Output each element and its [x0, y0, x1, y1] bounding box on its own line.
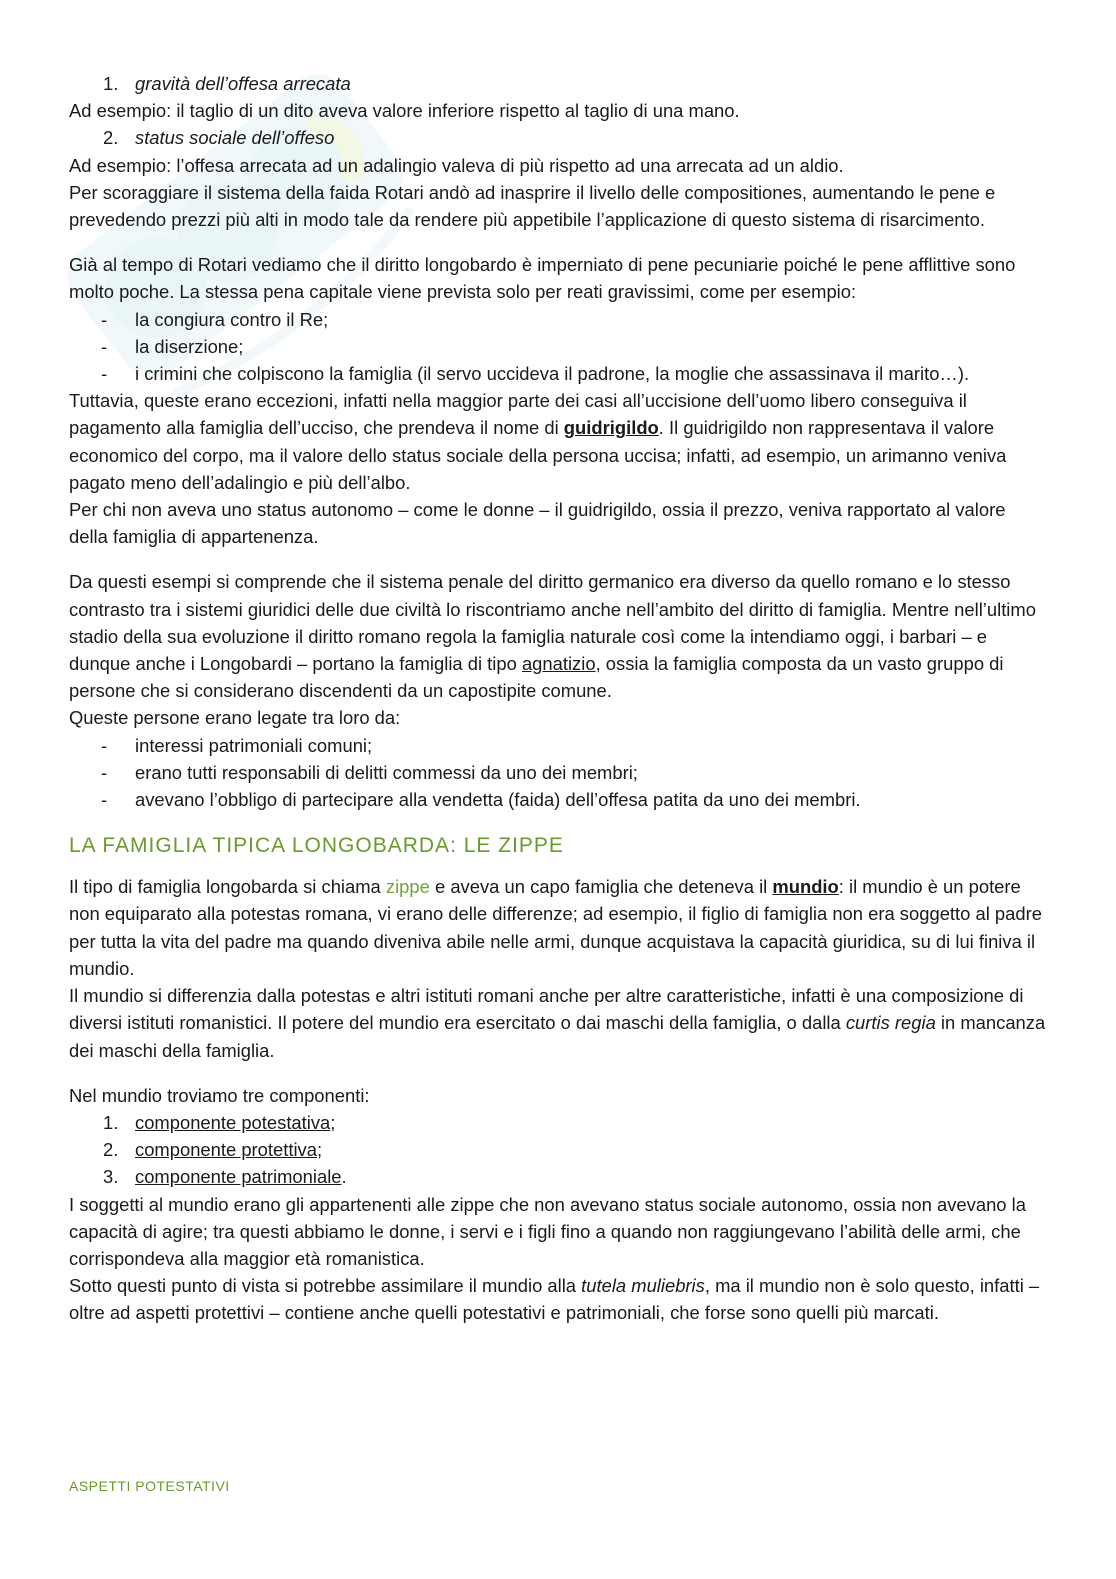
paragraph: Ad esempio: l’offesa arrecata ad un adalingio valeva di più rispetto ad una arrecata ad un aldio. [69, 154, 844, 176]
paragraph: Per scoraggiare il sistema della faida Rotari andò ad inasprire il livello delle compositiones, aumentando le pene e prevedendo prezzi più alti in modo tale da rendere più appetibile l’applicazione di questo sistema di risarcimento. [69, 181, 996, 231]
list-item-text: componente protettiva [135, 1139, 317, 1161]
list-item [69, 732, 1049, 759]
paragraph: Sotto questi punto di vista si potrebbe assimilare il mundio alla tutela muliebris, ma il mundio non è solo questo, infatti – oltre ad aspetti protettivi – contiene anche quelli potestativi e patrimoniali, che forse sono quelli più marcati. [69, 1275, 1040, 1324]
list-item: 3. componente patrimoniale. [69, 1163, 1049, 1190]
term-mundio: mundio [772, 876, 839, 898]
paragraph: I soggetti al mundio erano gli appartenenti alle zippe che non avevano status sociale autonomo, ossia non avevano la capacità di agire; tra questi abbiamo le donne, i servi e i figli fino a quando non raggiungevano l’abilità delle armi, che corrispondeva alla maggior età romanistica. [69, 1193, 1026, 1269]
list-item [69, 333, 1049, 360]
term-curtis-regia: curtis regia [845, 1012, 936, 1034]
paragraph: Ad esempio: il taglio di un dito aveva valore inferiore rispetto al taglio di una mano. [69, 100, 740, 122]
term-agnatizio: agnatizio [521, 653, 596, 675]
list-item [69, 306, 1049, 333]
term-guidrigildo: guidrigildo [563, 417, 659, 439]
paragraph: Il mundio si differenzia dalla potestas e altri istituti romani anche per altre caratteristiche, infatti è una composizione di diversi istituti romanistici. Il potere del mundio era esercitato o dai maschi della famiglia, o dalla curtis regia in mancanza dei maschi della famiglia. [69, 985, 1046, 1061]
list-item-text: erano tutti responsabili di delitti commessi da uno dei membri; [135, 761, 638, 783]
paragraph: Nel mundio troviamo tre componenti: [69, 1084, 370, 1106]
section-heading: LA FAMIGLIA TIPICA LONGOBARDA: LE ZIPPE [69, 834, 564, 858]
paragraph: Il tipo di famiglia longobarda si chiama zippe e aveva un capo famiglia che deteneva il mundio: il mundio è un potere non equiparato alla potestas romana, vi erano delle differenze; ad esempio, il figlio di famiglia non era soggetto al padre per tutta la vita del padre ma quando diveniva abile nelle armi, dunque acquistava la capacità giuridica, su di lui finiva il mundio. [69, 876, 1042, 979]
list-item: 1. componente potestativa; [69, 1109, 1049, 1136]
paragraph: Per chi non aveva uno status autonomo – come le donne – il guidrigildo, ossia il prezzo, veniva rapportato al valore della famiglia di appartenenza. [69, 499, 1006, 548]
list-item [69, 70, 1049, 97]
list-number: 1. [103, 1111, 119, 1133]
list-item [69, 360, 1049, 387]
bullet-dash: - [101, 761, 108, 783]
list-item-text: componente potestativa [135, 1111, 331, 1133]
document-page [69, 70, 1049, 1327]
list-item-text: avevano l’obbligo di partecipare alla vendetta (faida) dell’offesa patita da uno dei membri. [135, 789, 861, 811]
list-item-text: interessi patrimoniali comuni; [135, 734, 373, 756]
list-item [69, 786, 1049, 813]
bullet-dash: - [101, 363, 108, 385]
list-item-text: la congiura contro il Re; [135, 308, 329, 330]
list-item-text: status sociale dell’offeso [135, 127, 335, 149]
bullet-dash: - [101, 734, 108, 756]
list-number: 2. [103, 1139, 119, 1161]
subsection-heading: ASPETTI POTESTATIVI [69, 1478, 230, 1494]
bullet-dash: - [101, 335, 108, 357]
bullet-dash: - [101, 308, 108, 330]
term-tutela-muliebris: tutela muliebris [581, 1275, 705, 1297]
bullet-dash: - [101, 789, 108, 811]
list-number: 3. [103, 1166, 119, 1188]
list-number: 2. [103, 127, 119, 149]
term-zippe: zippe [385, 876, 430, 898]
list-number: 1. [103, 73, 119, 94]
paragraph: Queste persone erano legate tra loro da: [69, 707, 401, 729]
list-item: 2. componente protettiva; [69, 1136, 1049, 1163]
paragraph: Già al tempo di Rotari vediamo che il diritto longobardo è imperniato di pene pecuniarie poiché le pene afflittive sono molto poche. La stessa pena capitale viene prevista solo per reati gravissimi, come per esempio: [69, 254, 1016, 303]
list-item [69, 759, 1049, 786]
list-item-text: la diserzione; [135, 335, 244, 357]
paragraph: Da questi esempi si comprende che il sistema penale del diritto germanico era diverso da quello romano e lo stesso contrasto tra i sistemi giuridici delle due civiltà lo riscontriamo anche nell’ambito del diritto di famiglia. Mentre nell’ultimo stadio della sua evoluzione il diritto romano regola la famiglia naturale così come la intendiamo oggi, i barbari – e dunque anche i Longobardi – portano la famiglia di tipo agnatizio, ossia la famiglia composta da un vasto gruppo di persone che si considerano discendenti da un capostipite comune. [69, 571, 1036, 702]
list-item [69, 124, 1049, 151]
paragraph: Tuttavia, queste erano eccezioni, infatti nella maggior parte dei casi all’uccisione dell’uomo libero conseguiva il pagamento alla famiglia dell’ucciso, che prendeva il nome di guidrigildo. Il guidrigildo non rappresentava il valore economico del corpo, ma il valore dello status sociale della persona uccisa; infatti, ad esempio, un arimanno veniva pagato meno dell’adalingio e più dell’albo. [69, 390, 1007, 493]
list-item-text: i crimini che colpiscono la famiglia (il servo uccideva il padrone, la moglie che assassinava il marito…). [135, 363, 970, 385]
list-item-text: componente patrimoniale [135, 1166, 342, 1188]
list-item-text: gravità dell’offesa arrecata [135, 73, 351, 94]
